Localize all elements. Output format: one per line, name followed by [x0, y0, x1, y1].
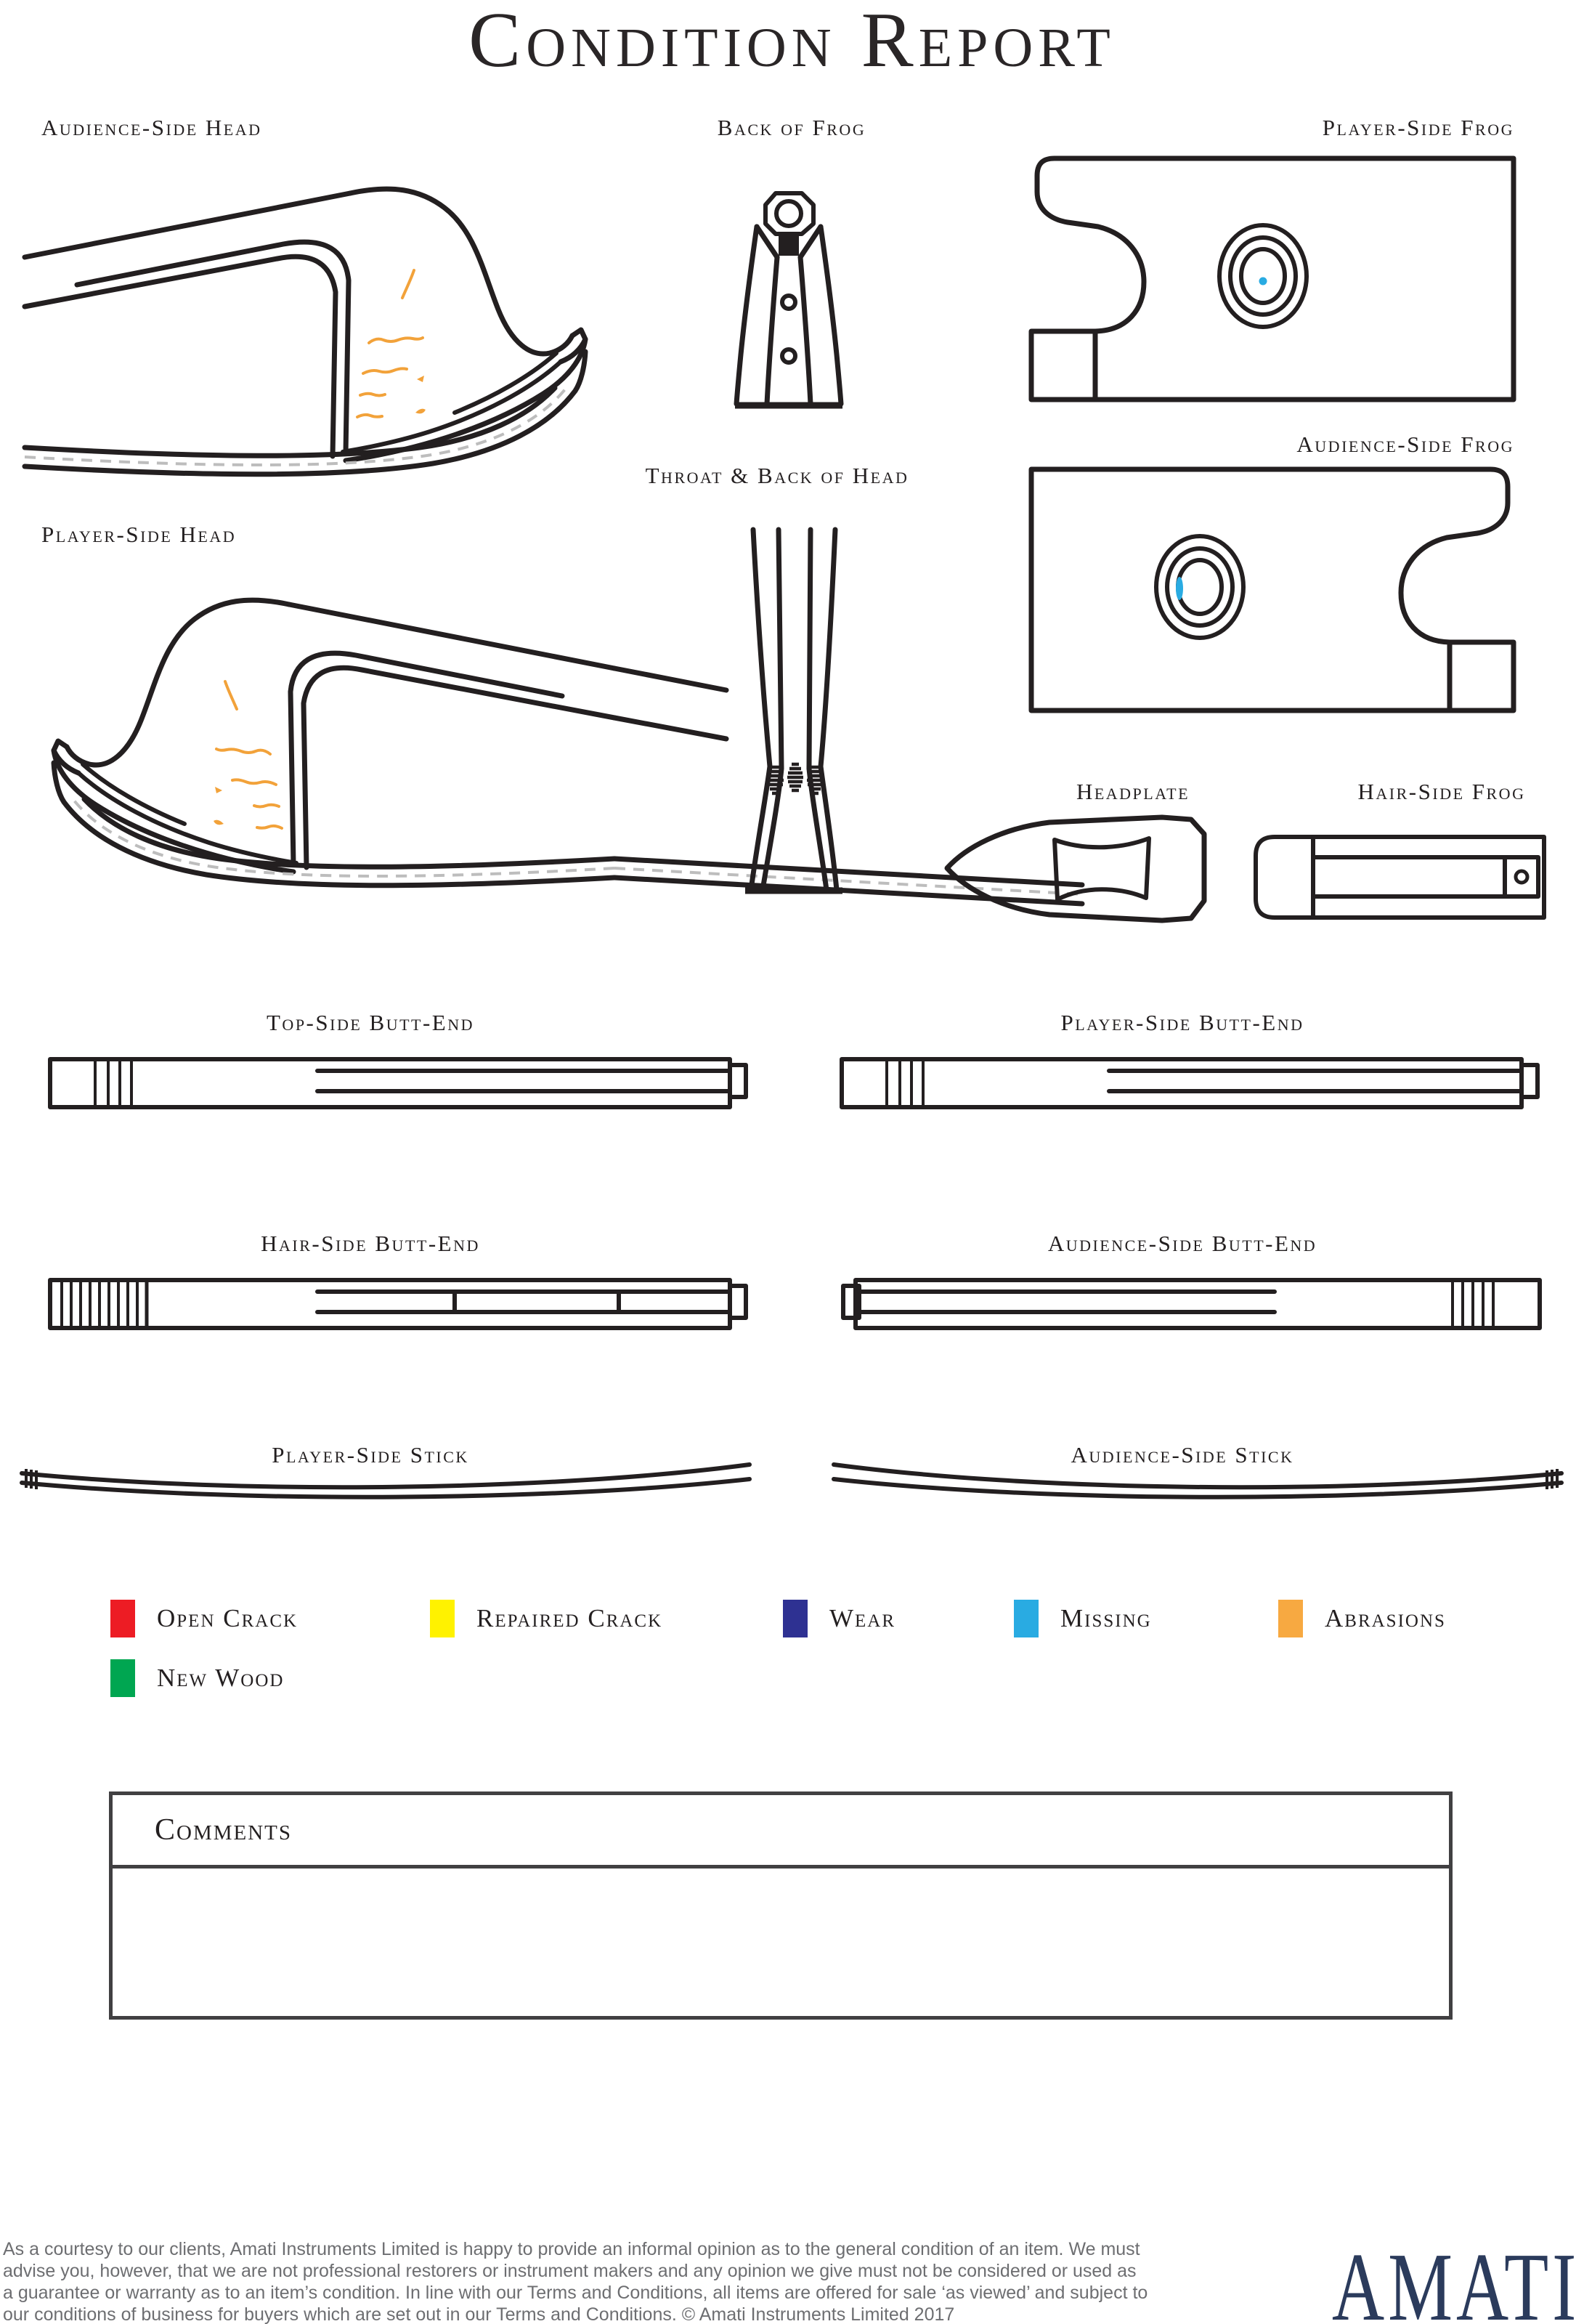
- legend-label: New Wood: [157, 1664, 285, 1692]
- open-crack-swatch: [110, 1600, 135, 1637]
- label-player-side-head: Player-Side Head: [41, 522, 237, 547]
- wear-swatch: [783, 1600, 808, 1637]
- label-player-side-stick: Player-Side Stick: [272, 1442, 469, 1467]
- player-side-butt-end-drawing: [839, 1055, 1547, 1112]
- label-hair-side-frog: Hair-Side Frog: [1357, 779, 1526, 804]
- disclaimer-line: As a courtesy to our clients, Amati Instruments Limited is happy to provide an informal opinion as to the general condition of an item. We must: [3, 2239, 1140, 2259]
- disclaimer-text: [3, 2238, 1194, 2324]
- page-title: Condition Report: [468, 0, 1116, 84]
- label-headplate: Headplate: [1076, 779, 1190, 804]
- back-of-frog-drawing: [712, 187, 879, 414]
- player-side-frog-drawing: [1025, 154, 1519, 405]
- comments-input-area: [113, 1868, 1449, 2020]
- audience-side-head-drawing: [22, 163, 603, 486]
- legend-item-wear: [783, 1600, 895, 1637]
- disclaimer-line: advise you, however, that we are not professional restorers or instrument makers and any opinion we give must not be considered or used as: [3, 2261, 1137, 2281]
- repaired-crack-swatch: [430, 1600, 455, 1637]
- legend-item-open-crack: [110, 1600, 298, 1637]
- comments-header: [113, 1795, 1449, 1868]
- comments-title: Comments: [155, 1813, 293, 1847]
- label-audience-side-head: Audience-Side Head: [41, 115, 262, 140]
- legend-label: Wear: [829, 1604, 896, 1632]
- label-audience-side-butt-end: Audience-Side Butt-End: [1047, 1231, 1317, 1256]
- player-side-stick-drawing: [15, 1459, 755, 1505]
- throat-back-of-head-drawing: [690, 479, 879, 897]
- missing-mark-player-frog: [1259, 278, 1267, 286]
- label-player-side-frog: Player-Side Frog: [1322, 115, 1514, 140]
- legend-label: Abrasions: [1325, 1604, 1446, 1632]
- abrasions-swatch: [1278, 1600, 1303, 1637]
- label-audience-side-stick: Audience-Side Stick: [1071, 1442, 1294, 1467]
- label-hair-side-butt-end: Hair-Side Butt-End: [261, 1231, 480, 1256]
- legend-item-abrasions: [1278, 1600, 1446, 1637]
- audience-side-stick-drawing: [828, 1459, 1569, 1505]
- legend-item-new-wood: [110, 1659, 284, 1697]
- legend-item-repaired-crack: [430, 1600, 662, 1637]
- hair-side-butt-end-drawing: [47, 1276, 755, 1332]
- legend-label: Repaired Crack: [476, 1604, 663, 1632]
- disclaimer-line: our conditions of business for buyers which are set out in our Terms and Conditions. © Amati Instruments Limited 2017: [3, 2304, 955, 2324]
- disclaimer-line: a guarantee or warranty as to an item’s condition. In line with our Terms and Conditions, all items are offered for sale ‘as viewed’ and subject to: [3, 2283, 1148, 2303]
- label-top-side-butt-end: Top-Side Butt-End: [266, 1010, 475, 1035]
- headplate-drawing: [944, 812, 1209, 925]
- audience-side-butt-end-drawing: [839, 1276, 1547, 1332]
- legend-label: Open Crack: [157, 1604, 298, 1632]
- label-throat-back-of-head: Throat & Back of Head: [645, 463, 909, 488]
- hair-side-frog-drawing: [1253, 834, 1547, 921]
- legend-label: Missing: [1060, 1604, 1152, 1632]
- throat-hatch-marks: [768, 764, 823, 793]
- comments-box: [109, 1791, 1453, 2020]
- new-wood-swatch: [110, 1659, 135, 1697]
- missing-mark-audience-frog: [1176, 577, 1183, 600]
- missing-swatch: [1014, 1600, 1039, 1637]
- legend-item-missing: [1014, 1600, 1152, 1637]
- label-audience-side-frog: Audience-Side Frog: [1296, 432, 1514, 457]
- amati-logo: AMATI: [1331, 2233, 1580, 2324]
- top-side-butt-end-drawing: [47, 1055, 755, 1112]
- label-player-side-butt-end: Player-Side Butt-End: [1060, 1010, 1304, 1035]
- label-back-of-frog: Back of Frog: [717, 115, 866, 140]
